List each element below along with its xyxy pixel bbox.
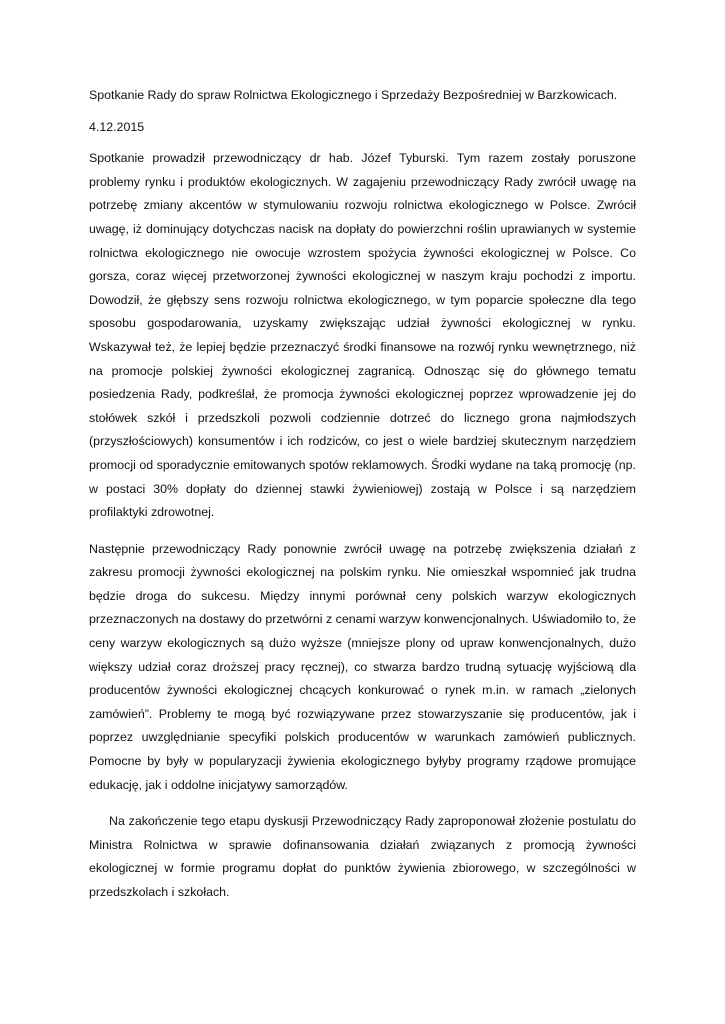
document-page bbox=[89, 84, 636, 918]
document-title: Spotkanie Rady do spraw Rolnictwa Ekologicznego i Sprzedaży Bezpośredniej w Barzkowicach. bbox=[89, 88, 618, 102]
paragraph-3: Na zakończenie tego etapu dyskusji Przewodniczący Rady zaproponował złożenie postulatu do Ministra Rolnictwa w sprawie dofinansowania działań związanych z promocją żywności ekologicznej w formie programu dopłat do punktów żywienia zbiorowego, w szczególności w przedszkolach i szkołach. bbox=[89, 814, 636, 899]
paragraph-1: Spotkanie prowadził przewodniczący dr hab. Józef Tyburski. Tym razem zostały poruszone problemy rynku i produktów ekologicznych. W zagajeniu przewodniczący Rady zwrócił uwagę na potrzebę zmiany akcentów w stymulowaniu rozwoju rolnictwa ekologicznego w Polsce. Zwrócił uwagę, iż dominujący dotychczas nacisk na dopłaty do powierzchni roślin uprawianych w systemie rolnictwa ekologicznego nie owocuje wzrostem spożycia żywności ekologicznej w Polsce. Co gorsza, coraz więcej przetworzonej żywności ekologicznej w naszym kraju pochodzi z importu. Dowodził, że głębszy sens rozwoju rolnictwa ekologicznego, w tym poparcie społeczne dla tego sposobu gospodarowania, uzyskamy zwiększając udział żywności ekologicznej w rynku. Wskazywał też, że lepiej będzie przeznaczyć środki finansowe na rozwój rynku wewnętrznego, niż na promocje polskiej żywności ekologicznej zagranicą. Odnosząc się do głównego tematu posiedzenia Rady, podkreślał, że promocja żywności ekologicznej poprzez wprowadzenie jej do stołówek szkół i przedszkoli pozwoli codziennie dotrzeć do licznego grona najmłodszych (przyszłościowych) konsumentów i ich rodziców, co jest o wiele bardziej skutecznym narzędziem promocji od sporadycznie emitowanych spotów reklamowych. Środki wydane na taką promocję (np. w postaci 30% dopłaty do dziennej stawki żywieniowej) zostają w Polsce i są narzędziem profilaktyki zdrowotnej. bbox=[89, 151, 636, 520]
document-date: 4.12.2015 bbox=[89, 119, 145, 134]
paragraph-2: Następnie przewodniczący Rady ponownie zwrócił uwagę na potrzebę zwiększenia działań z zakresu promocji żywności ekologicznej na polskim rynku. Nie omieszkał wspomnieć jak trudna będzie droga do sukcesu. Między innymi porównał ceny polskich warzyw ekologicznych przeznaczonych na dostawy do przetwórni z cenami warzyw konwencjonalnych. Uświadomiło to, że ceny warzyw ekologicznych są dużo wyższe (mniejsze plony od upraw konwencjonalnych, dużo większy udział coraz droższej pracy ręcznej), co stwarza bardzo trudną sytuację wyjściową dla producentów żywności ekologicznej chcących konkurować o rynek m.in. w ramach „zielonych zamówień”. Problemy te mogą być rozwiązywane przez stowarzyszanie się producentów, jak i poprzez uwzględnianie specyfiki polskich producentów w warunkach zamówień publicznych. Pomocne by były w popularyzacji żywienia ekologicznego byłyby programy rządowe promujące edukację, jak i oddolne inicjatywy samorządów. bbox=[89, 541, 636, 792]
